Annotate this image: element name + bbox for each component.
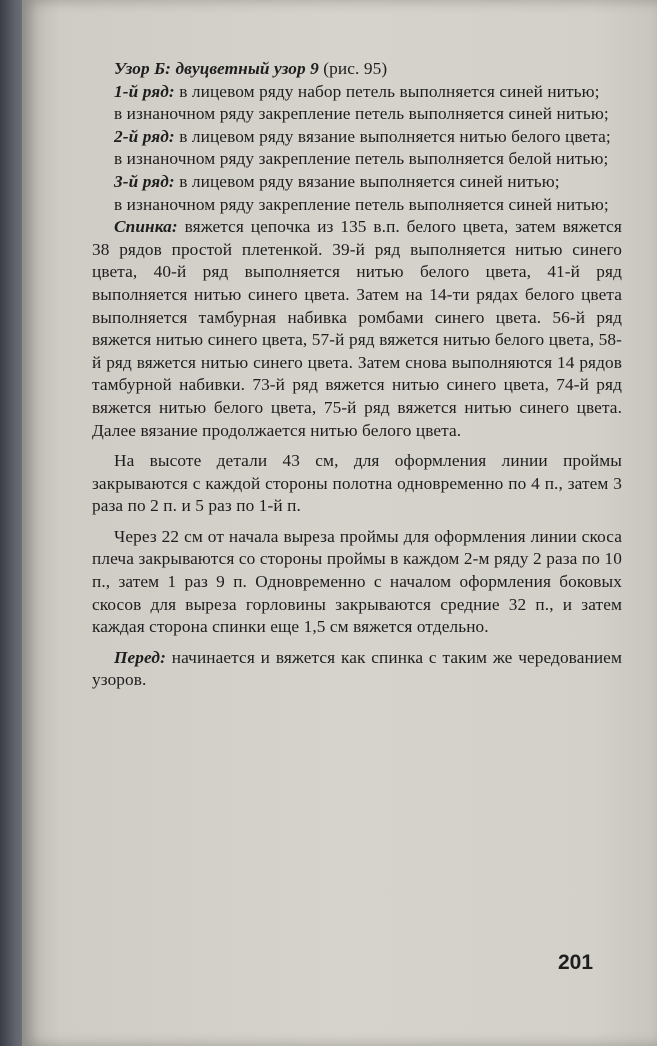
front-paragraph — [92, 647, 622, 692]
pattern-title-paragraph — [92, 58, 622, 81]
row-3-text: в лицевом ряду вязание выполняется синей нитью; — [174, 171, 560, 191]
row-2-purl-paragraph — [92, 148, 622, 171]
figure-reference: (рис. 95) — [318, 59, 388, 78]
front-label: Перед: — [114, 647, 166, 667]
book-spine-edge — [0, 0, 22, 1046]
page-number: 201 — [558, 951, 594, 974]
armhole-paragraph — [92, 450, 622, 518]
row-2-label: 2-й ряд: — [114, 126, 175, 146]
row-1-text: в лицевом ряду набор петель выполняется синей нитью; — [174, 81, 600, 101]
row-1-purl-text: в изнаночном ряду закрепление петель выполняется синей нитью; — [114, 104, 609, 124]
front-text: начинается и вяжется как спинка с таким же чередованием узоров. — [92, 647, 622, 690]
row-2-text: в лицевом ряду вязание выполняется нитью белого цвета; — [174, 126, 611, 146]
row-2-purl-text: в изнаночном ряду закрепление петель выполняется белой нитью; — [114, 149, 609, 169]
back-paragraph — [92, 216, 622, 442]
armhole-text: На высоте детали 43 см, для оформления линии проймы закрываются с каждой стороны полотна одновременно по 4 п., затем 3 раза по 2 п. и 5 раз по 1-й п. — [92, 451, 622, 516]
shoulder-text: Через 22 см от начала выреза проймы для оформления линии скоса плеча закрываются со стороны проймы в каждом 2-м ряду 2 раза по 10 п., затем 1 раз 9 п. Одновременно с началом оформления боковых скосов для выреза горловины закрываются средние 32 п., и затем каждая сторона спинки еще 1,5 см вяжется отдельно. — [92, 526, 622, 637]
row-1-label: 1-й ряд: — [114, 81, 175, 101]
row-3-paragraph — [92, 171, 622, 194]
shoulder-paragraph — [92, 526, 622, 639]
back-text: вяжется цепочка из 135 в.п. белого цвета, затем вяжется 38 рядов простой плетенкой. 39-й ряд выполняется нитью синего цвета, 40-й ряд выполняется нитью белого цвета, 41-й ряд выполняется нитью синего цвета. Затем на 14-ти рядах белого цвета выполняется тамбурная набивка ромбами синего цвета. 56-й ряд вяжется нитью синего цвета, 57-й ряд вяжется нитью белого цвета, 58-й ряд вяжется нитью синего цвета. Затем снова выполняются 14 рядов тамбурной набивки. 73-й ряд вяжется нитью синего цвета, 74-й ряд вяжется нитью белого цвета, 75-й ряд вяжется нитью синего цвета. Далее вязание продолжается нитью белого цвета. — [92, 217, 622, 440]
row-1-purl-paragraph — [92, 103, 622, 126]
back-label: Спинка: — [114, 217, 178, 237]
pattern-title: Узор Б: двуцветный узор 9 — [114, 59, 319, 78]
page-text — [92, 58, 622, 692]
row-2-paragraph — [92, 126, 622, 149]
row-1-paragraph — [92, 81, 622, 104]
row-3-label: 3-й ряд: — [114, 171, 175, 191]
row-3-purl-paragraph — [92, 194, 622, 217]
book-page — [22, 0, 657, 1046]
row-3-purl-text: в изнаночном ряду закрепление петель выполняется синей нитью; — [114, 194, 609, 214]
